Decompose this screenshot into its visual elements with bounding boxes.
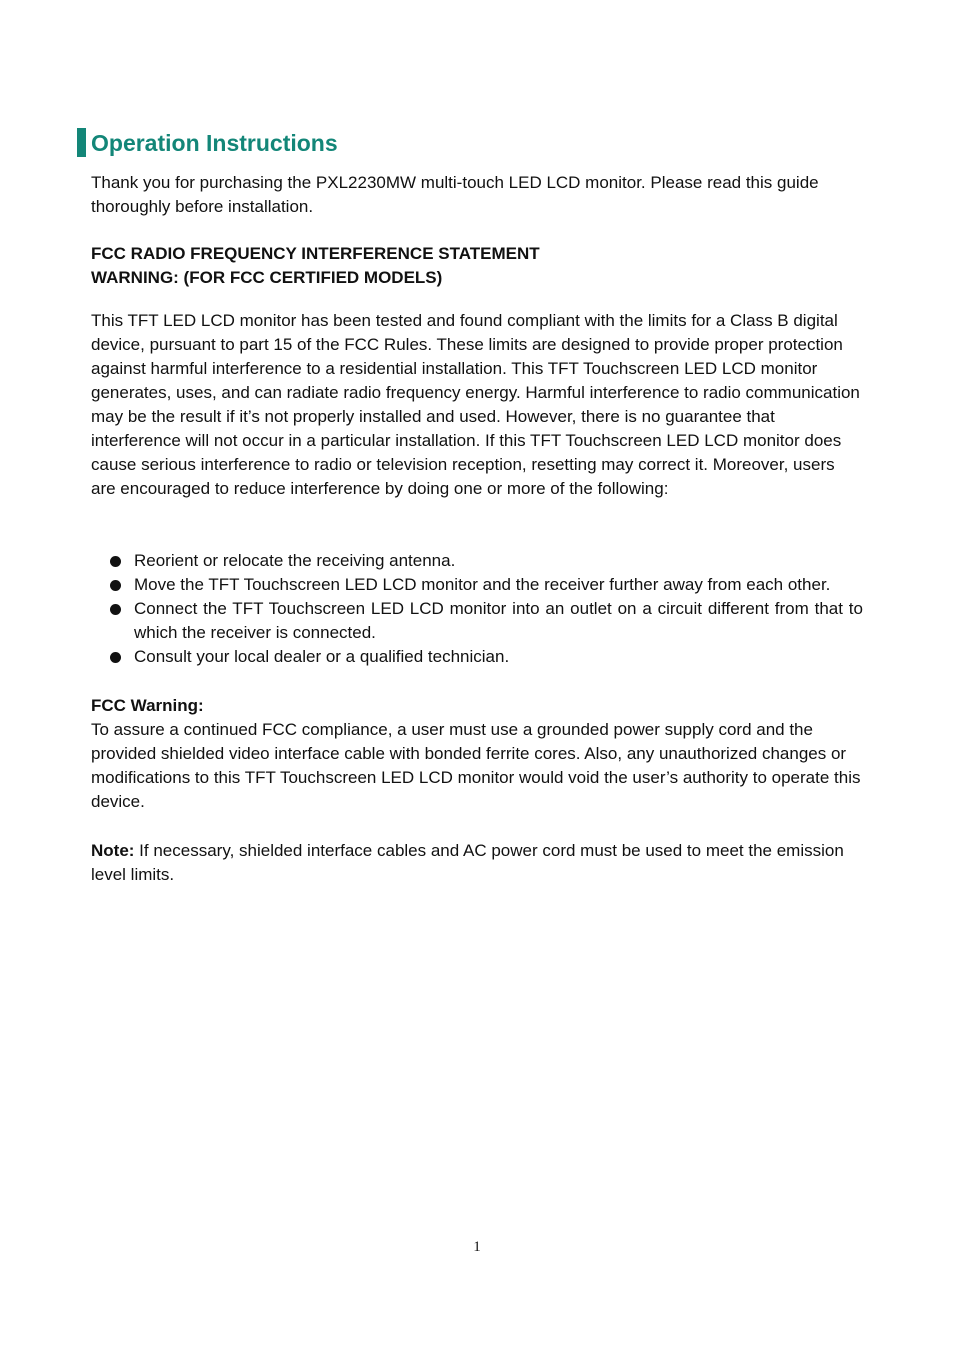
note-text: If necessary, shielded interface cables and AC power cord must be used to meet the emission level limits. [91,841,844,884]
note-paragraph [91,839,863,887]
page-title: Operation Instructions [77,128,338,157]
bullet-icon [110,652,121,663]
list-item-text: Move the TFT Touchscreen LED LCD monitor and the receiver further away from each other. [134,575,831,594]
interference-remedies-list [91,549,863,669]
fcc-warning-paragraph: To assure a continued FCC compliance, a user must use a grounded power supply cord and the provided shielded video interface cable with bonded ferrite cores. Also, any unauthorized changes or modifications to this TFT Touchscreen LED LCD monitor would void the user’s authority to operate this device. [91,720,861,811]
list-item [91,597,863,645]
note-label: Note: [91,841,135,860]
fcc-heading-line2: WARNING: (FOR FCC CERTIFIED MODELS) [91,268,443,287]
fcc-warning-label: FCC Warning: [91,696,204,715]
list-item-text: Connect the TFT Touchscreen LED LCD monitor into an outlet on a circuit different from that to which the receiver is connected. [134,599,863,642]
fcc-heading-line1: FCC RADIO FREQUENCY INTERFERENCE STATEMENT [91,244,540,263]
list-item-text: Reorient or relocate the receiving antenna. [134,551,456,570]
list-item [91,645,863,669]
intro-paragraph: Thank you for purchasing the PXL2230MW multi-touch LED LCD monitor. Please read this guide thoroughly before installation. [91,173,819,216]
page-number: 1 [473,1239,481,1255]
list-item [91,573,863,597]
bullet-icon [110,580,121,591]
bullet-icon [110,556,121,567]
list-item-text: Consult your local dealer or a qualified technician. [134,647,510,666]
fcc-statement-paragraph: This TFT LED LCD monitor has been tested and found compliant with the limits for a Class B digital device, pursuant to part 15 of the FCC Rules. These limits are designed to provide proper protection against harmful interference to a residential installation. This TFT Touchscreen LED LCD monitor generates, uses, and can radiate radio frequency energy. Harmful interference to radio communication may be the result if it’s not properly installed and used. However, there is no guarantee that interference will not occur in a particular installation. If this TFT Touchscreen LED LCD monitor does cause serious interference to radio or television reception, resetting may correct it. Moreover, users are encouraged to reduce interference by doing one or more of the following: [91,311,860,498]
list-item [91,549,863,573]
bullet-icon [110,604,121,615]
